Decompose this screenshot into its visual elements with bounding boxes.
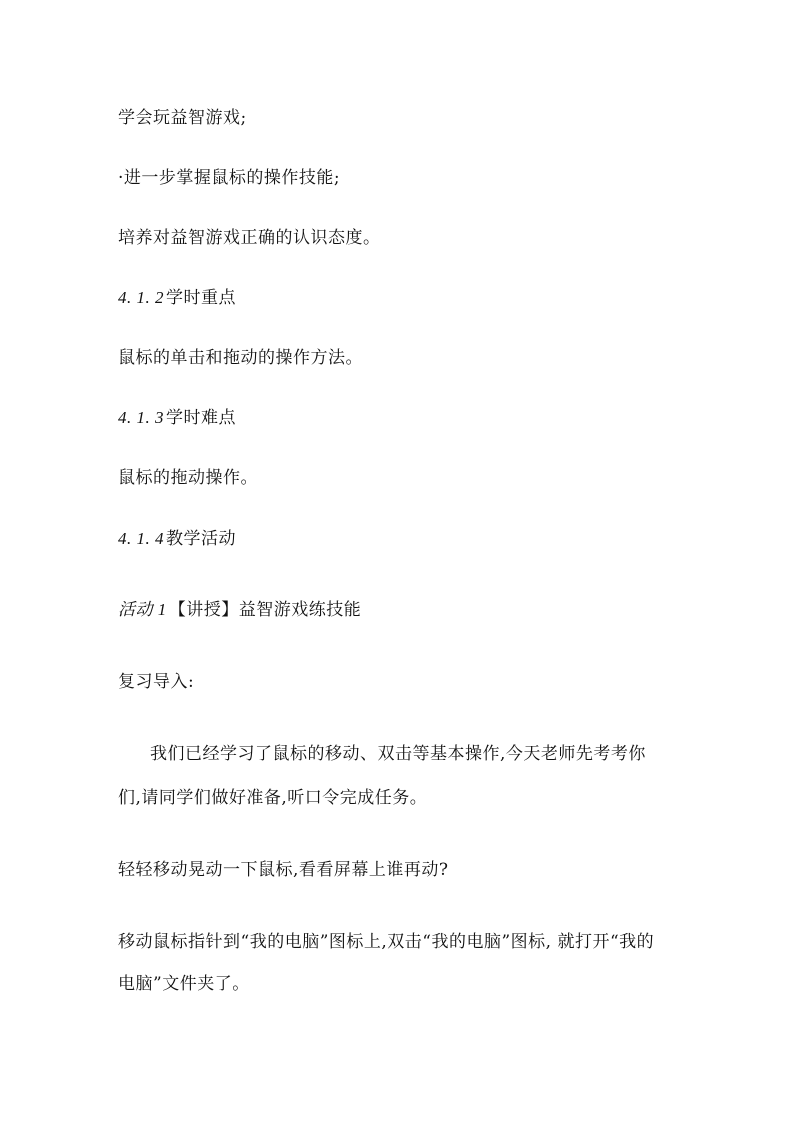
section-heading-4-1-2 <box>118 286 236 310</box>
section-title: 教学活动 <box>166 529 236 549</box>
section-number: 4. 1. 4 <box>118 529 164 548</box>
paragraph-2: 轻轻移动晃动一下鼠标,看看屏幕上谁再动? <box>118 860 449 880</box>
paragraph-1-line-2: 们,请同学们做好准备,听口令完成任务。 <box>118 788 428 808</box>
paragraph-3-line-1: 移动鼠标指针到“我的电脑”图标上,双击“我的电脑”图标, 就打开“我的 <box>118 932 655 952</box>
review-heading: 复习导入: <box>118 672 195 692</box>
objective-line-1: 学会玩益智游戏; <box>118 108 247 128</box>
section-title: 学时重点 <box>166 288 236 308</box>
objective-line-3: 培养对益智游戏正确的认识态度。 <box>118 228 381 248</box>
paragraph-1-line-1: 我们已经学习了鼠标的移动、双击等基本操作,今天老师先考考你 <box>150 744 646 764</box>
paragraph-3-line-2: 电脑”文件夹了。 <box>118 974 250 994</box>
activity-prefix: 活动 1 <box>118 600 167 619</box>
key-point-text: 鼠标的单击和拖动的操作方法。 <box>118 348 363 368</box>
section-title: 学时难点 <box>166 408 236 428</box>
section-number: 4. 1. 2 <box>118 288 164 307</box>
activity-heading <box>118 598 361 622</box>
difficult-point-text: 鼠标的拖动操作。 <box>118 468 258 488</box>
section-heading-4-1-4 <box>118 527 236 551</box>
activity-title: 【讲授】益智游戏练技能 <box>168 600 362 620</box>
section-heading-4-1-3 <box>118 406 236 430</box>
section-number: 4. 1. 3 <box>118 408 164 427</box>
objective-line-2: ·进一步掌握鼠标的操作技能; <box>118 168 341 188</box>
